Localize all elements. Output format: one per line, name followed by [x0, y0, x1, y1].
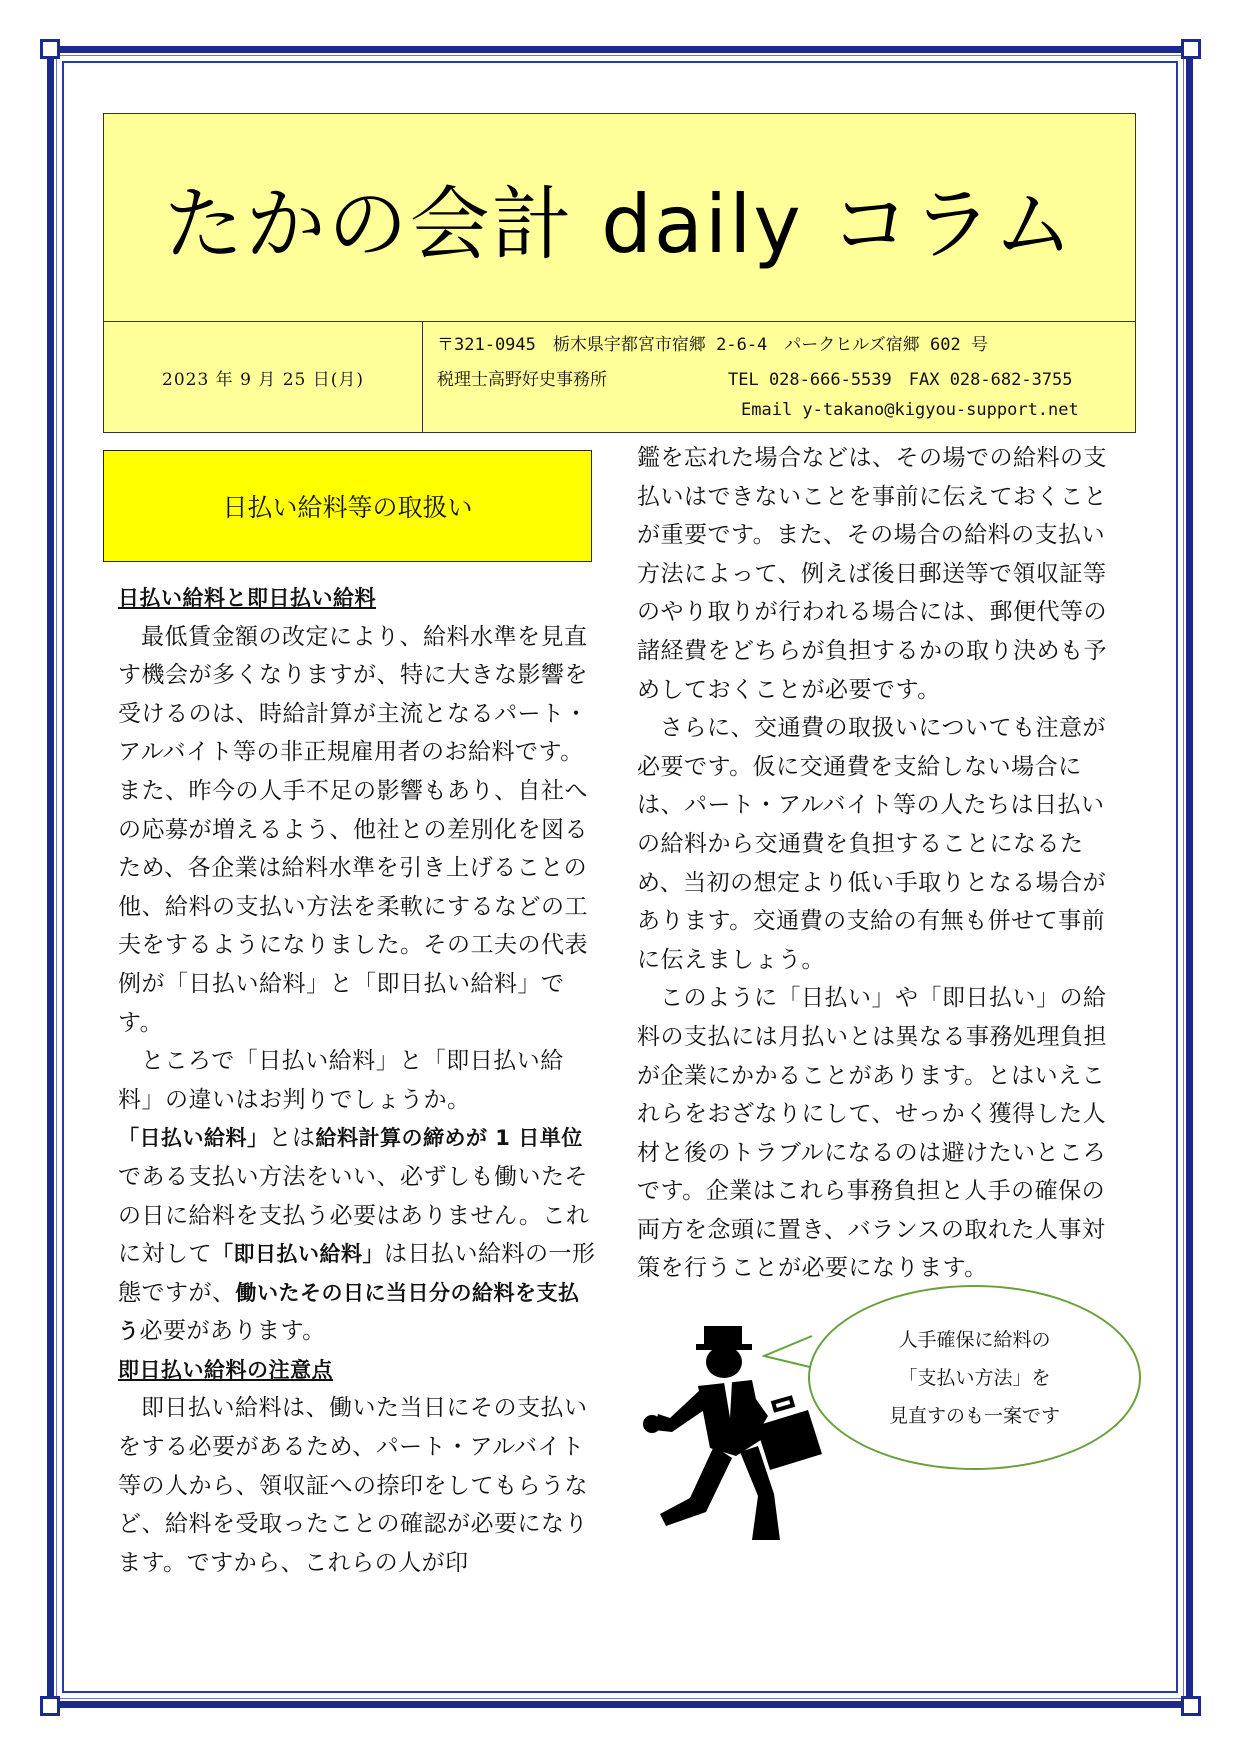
masthead: [103, 113, 1136, 433]
bubble-line: 見直すのも一案です: [888, 1404, 1060, 1427]
emphasis: 「即日払い給料」: [212, 1242, 384, 1267]
office-email: Email y-takano@kigyou-support.net: [741, 400, 1079, 420]
emphasis: 給料計算の締めが 1 日単位: [315, 1126, 583, 1151]
paragraph: 即日払い給料は、働いた当日にその支払いをする必要があるため、パート・アルバイト等の人から、領収証への捺印をしてもらうなど、給料を受取ったことの確認が必要になります。ですから、これらの人が印: [118, 1395, 588, 1576]
column-topic: 日払い給料等の取扱い: [103, 450, 592, 562]
section-heading: 即日払い給料の注意点: [118, 1357, 333, 1382]
paragraph: ところで「日払い給料」と「即日払い給料」の違いはお判りでしょうか。: [118, 1048, 564, 1113]
text-run: である支払い方法をいい、必ずしも働いたその日に給料を支払う必要はありません。これに対して: [118, 1163, 590, 1268]
text-run: は日払い給料の一形態ですが、: [118, 1241, 596, 1306]
paragraph: [118, 1119, 598, 1351]
frame-corner: [1181, 39, 1201, 59]
office-address: 〒321-0945 栃木県宇都宮市宿郷 2-6-4 パークヒルズ宿郷 602 号: [437, 335, 988, 355]
issue-date: 2023 年 9 月 25 日(月): [104, 322, 423, 432]
bubble-line: 人手確保に給料の: [898, 1328, 1051, 1351]
column-right: [637, 439, 1121, 1288]
office-name: 税理士高野好史事務所: [437, 370, 607, 390]
paragraph: このように「日払い」や「即日払い」の給料の支払には月払いとは異なる事務処理負担が企業にかかることがあります。とはいえこれらをおざなりにして、せっかく獲得した人材と後のトラブルになるのは避けたいところです。企業はこれら事務負担と人手の確保の両方を念頭に置き、バランスの取れた人事対策を行うことが必要になります。: [637, 985, 1107, 1282]
section-heading: 日払い給料と即日払い給料: [118, 586, 376, 610]
newsletter-title: たかの会計 daily コラム: [163, 178, 1076, 271]
frame-corner: [40, 39, 60, 59]
text-run: 必要があります。: [139, 1318, 326, 1345]
text-run: とは: [268, 1125, 316, 1152]
bubble-line: 「支払い方法」を: [898, 1366, 1051, 1389]
emphasis: 「日払い給料」: [118, 1126, 269, 1151]
speech-bubble: [808, 1285, 1141, 1470]
column-left: [118, 579, 598, 1582]
paragraph: 最低賃金額の改定により、給料水準を見直す機会が多くなりますが、特に大きな影響を受けるのは、時給計算が主流となるパート・アルバイト等の非正規雇用者のお給料です。また、昨今の人手不足の影響もあり、自社への応募が増えるよう、他社との差別化を図るため、各企業は給料水準を引き上げることの他、給料の支払い方法を柔軟にするなどの工夫をするようになりました。その工夫の代表例が「日払い給料」と「即日払い給料」です。: [118, 623, 588, 1036]
emphasis: 働いたその日に当日分の給料を支払う: [118, 1280, 580, 1344]
masthead-info-row: [104, 321, 1135, 432]
frame-corner: [40, 1696, 60, 1716]
office-contact: [423, 322, 1135, 432]
office-phone-fax: TEL 028-666-5539 FAX 028-682-3755: [728, 370, 1073, 390]
paragraph: さらに、交通費の取扱いについても注意が必要です。仮に交通費を支給しない場合には、パート・アルバイト等の人たちは日払いの給料から交通費を負担することになるため、当初の想定より低い手取りとなる場合があります。交通費の支給の有無も併せて事前に伝えましょう。: [637, 715, 1107, 973]
paragraph: 鑑を忘れた場合などは、その場での給料の支払いはできないことを事前に伝えておくことが重要です。また、その場合の給料の支払い方法によって、例えば後日郵送等で領収証等のやり取りが行われる場合には、郵便代等の諸経費をどちらが負担するかの取り決めも予めしておくことが必要です。: [637, 445, 1107, 703]
frame-corner: [1181, 1696, 1201, 1716]
